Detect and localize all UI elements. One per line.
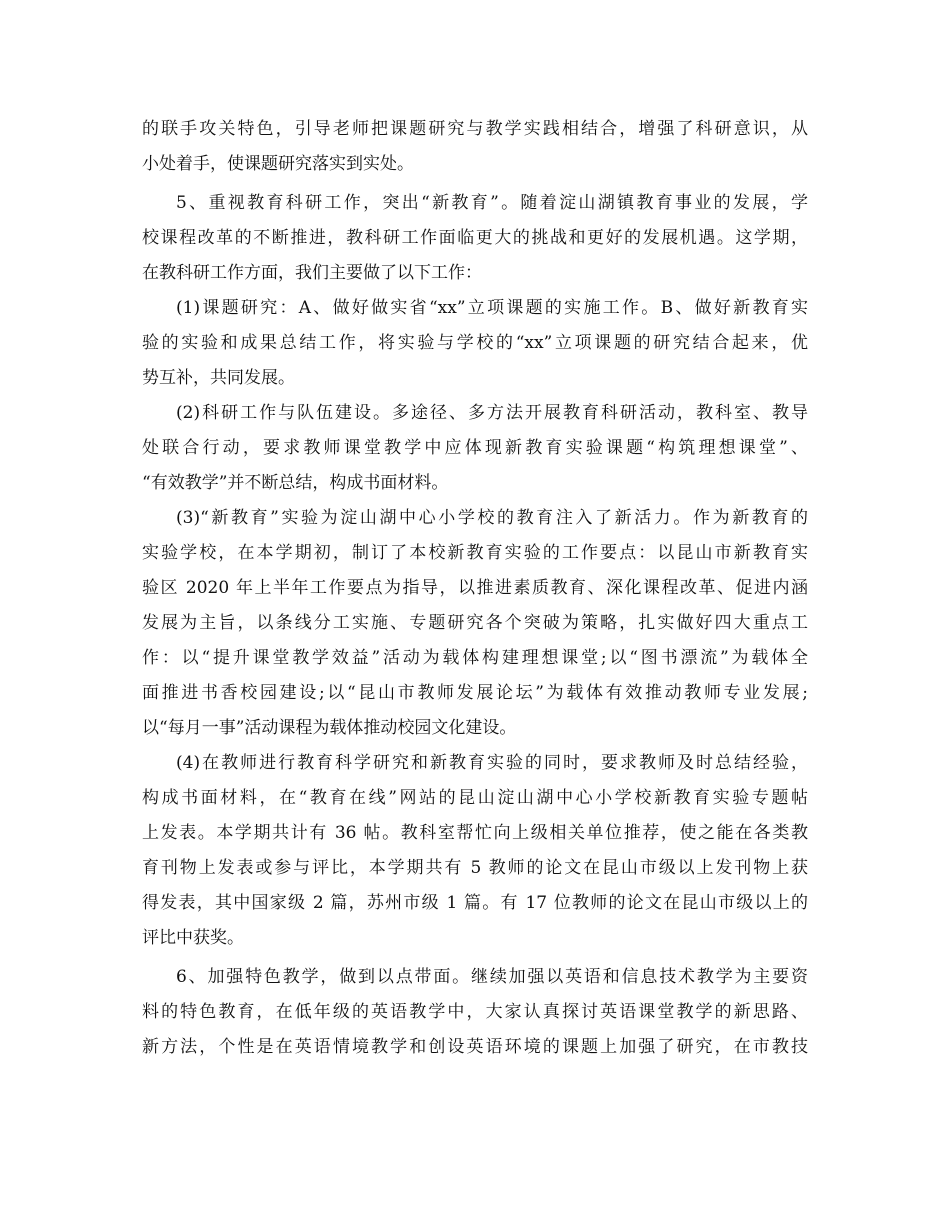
text-line: 在教科研工作方面，我们主要做了以下工作： bbox=[142, 263, 482, 283]
text-line: 5、重视教育科研工作，突出“新教育”。随着淀山湖镇教育事业的发展，学 bbox=[176, 193, 808, 213]
text-line: 验的实验和成果总结工作，将实验与学校的“xx”立项课题的研究结合起来，优 bbox=[142, 333, 808, 353]
text-line: 验区 2020 年上半年工作要点为指导，以推进素质教育、深化课程改革、促进内涵 bbox=[142, 578, 808, 598]
text-line: (2)科研工作与队伍建设。多途径、多方法开展教育科研活动，教科室、教导 bbox=[176, 403, 808, 423]
text-line: 作：以“提升课堂教学效益”活动为载体构建理想课堂;以“图书漂流”为载体全 bbox=[142, 648, 808, 668]
text-line: 得发表，其中国家级 2 篇，苏州市级 1 篇。有 17 位教师的论文在昆山市级以上的 bbox=[142, 893, 808, 913]
document-body bbox=[142, 112, 808, 1065]
text-line: 以“每月一事”活动课程为载体推动校园文化建设。 bbox=[142, 718, 517, 738]
text-line: 实验学校，在本学期初，制订了本校新教育实验的工作要点：以昆山市新教育实 bbox=[142, 543, 808, 563]
text-line: (1)课题研究：A、做好做实省“xx”立项课题的实施工作。B、做好新教育实 bbox=[176, 298, 808, 318]
text-line: (4)在教师进行教育科学研究和新教育实验的同时，要求教师及时总结经验， bbox=[176, 753, 808, 773]
text-line: (3)“新教育”实验为淀山湖中心小学校的教育注入了新活力。作为新教育的 bbox=[176, 508, 808, 528]
text-line: 势互补，共同发展。 bbox=[142, 368, 295, 388]
text-line: 发展为主旨，以条线分工实施、专题研究各个突破为策略，扎实做好四大重点工 bbox=[142, 613, 808, 633]
text-line: 校课程改革的不断推进，教科研工作面临更大的挑战和更好的发展机遇。这学期， bbox=[142, 228, 808, 248]
text-line: “有效教学”并不断总结，构成书面材料。 bbox=[142, 473, 449, 493]
text-line: 上发表。本学期共计有 36 帖。教科室帮忙向上级相关单位推荐，使之能在各类教 bbox=[142, 823, 808, 843]
text-line: 料的特色教育，在低年级的英语教学中，大家认真探讨英语课堂教学的新思路、 bbox=[142, 1002, 808, 1022]
text-line: 新方法，个性是在英语情境教学和创设英语环境的课题上加强了研究，在市教技 bbox=[142, 1037, 808, 1057]
text-line: 评比中获奖。 bbox=[142, 928, 244, 948]
text-line: 6、加强特色教学，做到以点带面。继续加强以英语和信息技术教学为主要资 bbox=[176, 967, 808, 987]
text-line: 的联手攻关特色，引导老师把课题研究与教学实践相结合，增强了科研意识，从 bbox=[142, 119, 808, 139]
text-line: 小处着手，使课题研究落实到实处。 bbox=[142, 154, 414, 174]
text-line: 处联合行动，要求教师课堂教学中应体现新教育实验课题“构筑理想课堂”、 bbox=[142, 438, 808, 458]
text-line: 构成书面材料，在“教育在线”网站的昆山淀山湖中心小学校新教育实验专题帖 bbox=[142, 788, 808, 808]
text-line: 育刊物上发表或参与评比，本学期共有 5 教师的论文在昆山市级以上发刊物上获 bbox=[142, 858, 808, 878]
text-line: 面推进书香校园建设;以“昆山市教师发展论坛”为载体有效推动教师专业发展; bbox=[142, 683, 808, 703]
